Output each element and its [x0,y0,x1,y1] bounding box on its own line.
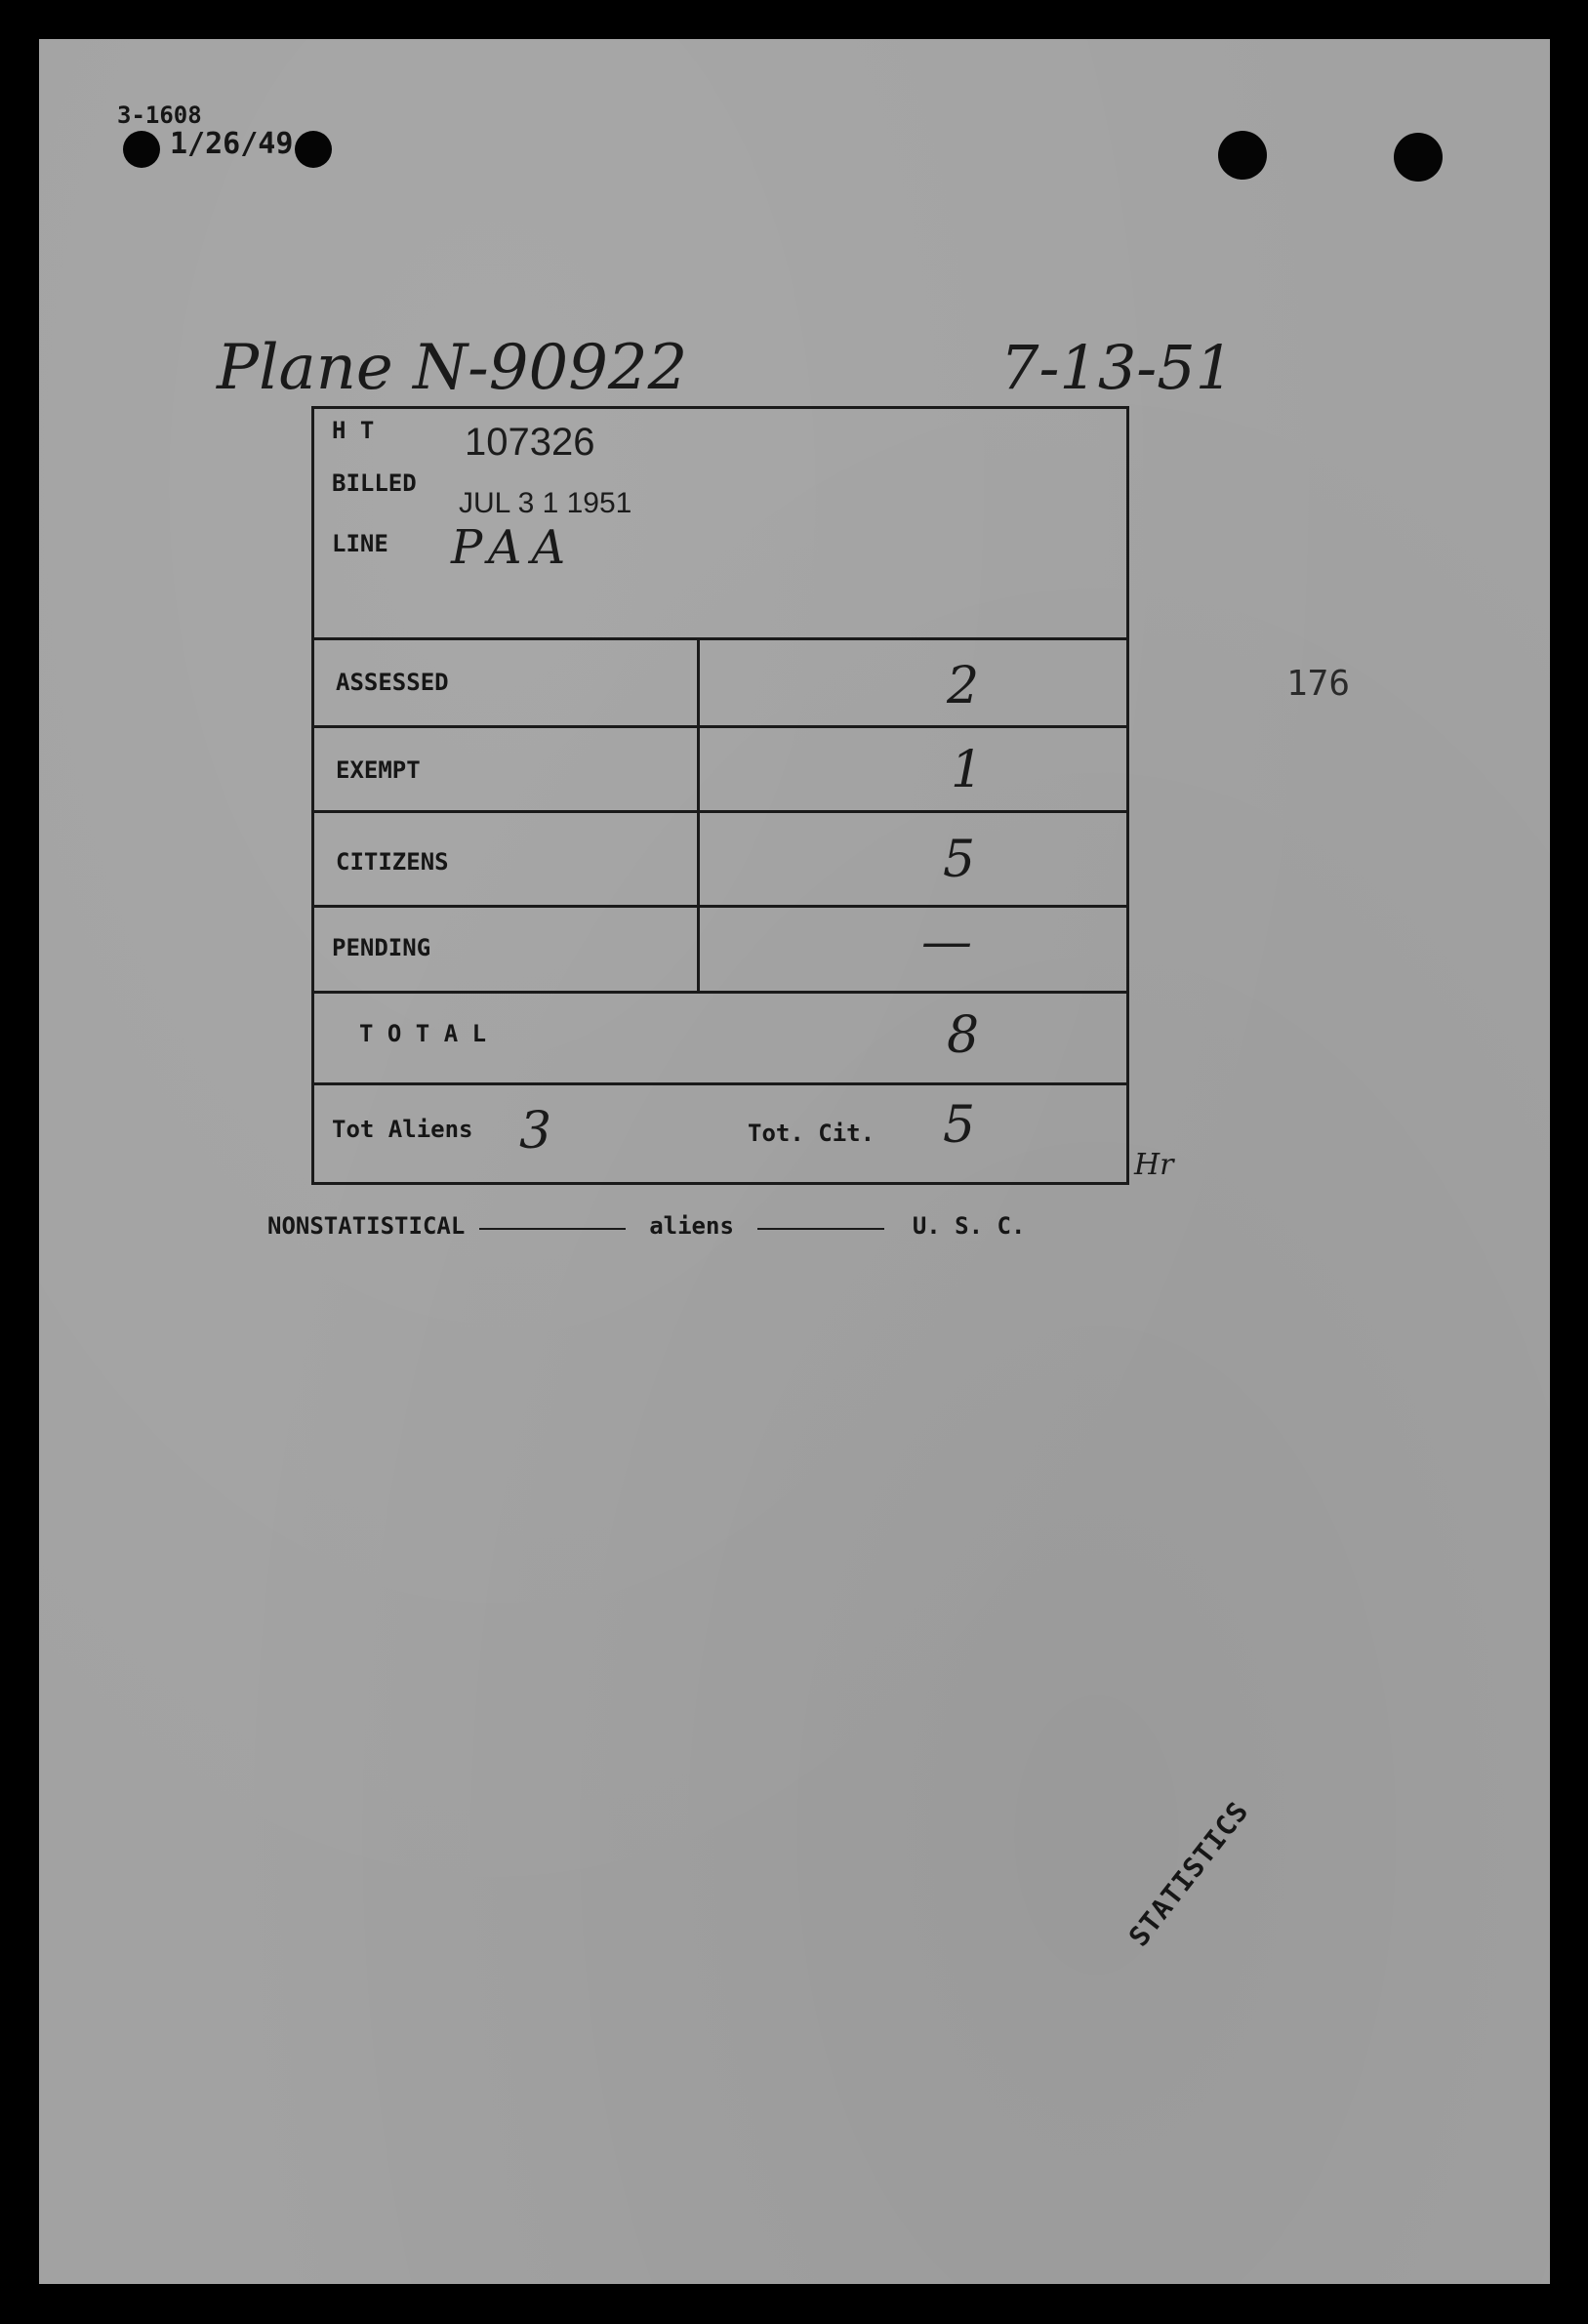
nonstatistical-blank [479,1224,626,1230]
plane-label: Plane N-90922 [217,332,688,404]
handwritten-date: 7-13-51 [1000,332,1235,403]
punch-hole-right [1394,133,1443,182]
line-label: LINE [332,530,388,557]
side-number: 176 [1286,664,1351,704]
usc-label: U. S. C. [912,1212,1026,1240]
initials: Hr [1134,1148,1174,1182]
citizens-value: 5 [943,831,976,889]
punch-hole-left [123,131,160,168]
total-value: 8 [947,1006,980,1065]
statistics-stamp: STATISTICS [1122,1795,1255,1953]
ht-value: 107326 [465,421,595,464]
aliens-label: aliens [649,1212,734,1240]
total-label: T O T A L [359,1020,487,1047]
billed-label: BILLED [332,469,417,497]
assessed-value: 2 [947,657,980,715]
exempt-label: EXEMPT [336,756,421,784]
form-number: 3-1608 [117,102,202,129]
billing-form [311,406,1129,1185]
rule-1 [314,637,1129,640]
tot-aliens-value: 3 [519,1102,552,1161]
aliens-blank [757,1224,884,1230]
exempt-value: 1 [951,741,984,799]
punch-hole-center [1218,131,1267,180]
punch-hole-left-2 [295,131,332,168]
tot-cit-label: Tot. Cit. [748,1120,875,1147]
citizens-label: CITIZENS [336,848,449,876]
billed-value: JUL 3 1 1951 [459,487,632,519]
rule-3 [314,810,1129,813]
rule-5 [314,991,1129,994]
tot-cit-value: 5 [943,1096,976,1155]
rule-6 [314,1082,1129,1085]
nonstatistical-line [267,1212,1025,1240]
rule-4 [314,905,1129,908]
rule-2 [314,725,1129,728]
pending-label: PENDING [332,934,431,961]
tot-aliens-label: Tot Aliens [332,1116,473,1143]
assessed-label: ASSESSED [336,669,449,696]
pending-value: — [921,913,972,971]
nonstatistical-label: NONSTATISTICAL [267,1212,466,1240]
ht-label: H T [332,417,375,444]
document-page [39,39,1550,2284]
line-value: PAA [451,520,576,575]
form-date: 1/26/49 [170,127,294,161]
column-divider [697,637,700,991]
